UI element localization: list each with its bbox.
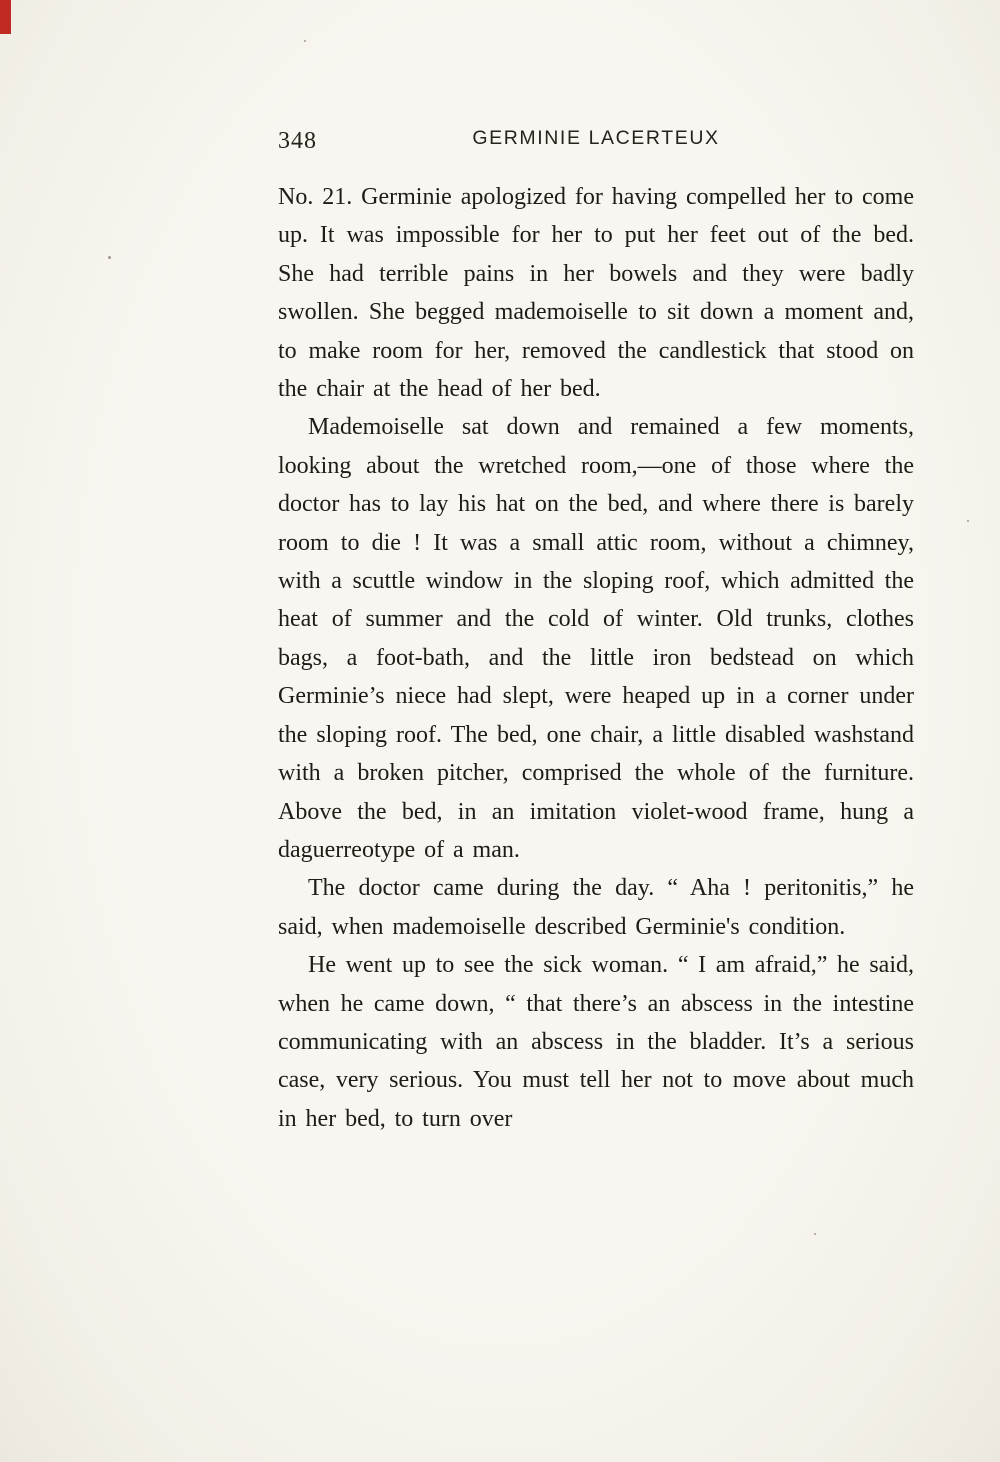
paragraph-3: The doctor came during the day. “ Aha ! peritonitis,” he said, when mademoiselle described Germinie's condition. <box>278 875 914 940</box>
scan-speck <box>967 520 969 522</box>
paragraph-1: No. 21. Germinie apologized for having compelled her to come up. It was impossible for her to put her feet out of the bed. She had terrible pains in her bowels and they were badly swollen. She begged mademoiselle to sit down a moment and, to make room for her, removed the candlestick that stood on the chair at the head of her bed. <box>278 184 914 403</box>
page-number: 348 <box>278 128 317 154</box>
scan-speck <box>304 40 306 42</box>
paragraph-4: He went up to see the sick woman. “ I am afraid,” he said, when he came down, “ that there’s an abscess in the intestine communicating with an abscess in the bladder. It’s a serious case, very serious. You must tell her not to move about much in her bed, to turn over <box>278 952 914 1132</box>
scan-speck <box>814 1233 816 1235</box>
scan-speck <box>108 256 111 259</box>
paragraph-2: Mademoiselle sat down and remained a few moments, looking about the wretched room,—one of those where the doctor has to lay his hat on the bed, and where there is barely room to die ! It was a small attic room, without a chimney, with a scuttle window in the sloping roof, which admitted the heat of summer and the cold of winter. Old trunks, clothes bags, a foot-bath, and the little iron bedstead on which Germinie’s niece had slept, were heaped up in a corner under the sloping roof. The bed, one chair, a little disabled washstand with a broken pitcher, comprised the whole of the furniture. Above the bed, in an imitation violet-wood frame, hung a daguerreotype of a man. <box>278 414 914 863</box>
page-body <box>278 178 914 1138</box>
running-head <box>278 127 914 157</box>
running-title: GERMINIE LACERTEUX <box>472 127 720 149</box>
scan-edge-artifact <box>0 0 11 34</box>
